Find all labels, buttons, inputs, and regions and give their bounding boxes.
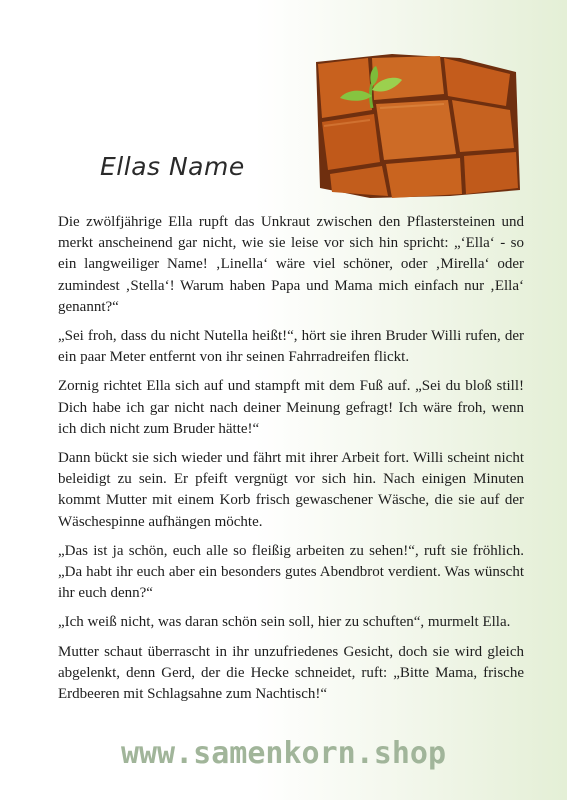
story-title: Ellas Name: [100, 152, 245, 181]
website-link[interactable]: www.samenkorn.shop: [120, 736, 447, 771]
paragraph: Mutter schaut überrascht in ihr unzufriedenes Gesicht, doch sie wird gleich abgelenkt, denn Gerd, der die Hecke schneidet, ruft: „Bitte Mama, frische Erdbeeren mit Schlagsahne zum Nachtisch!“: [58, 643, 524, 703]
brick-top-mid: [372, 56, 444, 100]
brick-bottom-right: [464, 152, 518, 194]
story-text: [58, 212, 524, 713]
paragraph: Zornig richtet Ella sich auf und stampft mit dem Fuß auf. „Sei du bloß still! Dich habe ich gar nicht nach deiner Meinung gefragt! Ich wäre froh, wenn ich dich nicht zum Bruder hätte!“: [58, 378, 524, 437]
brick-center: [376, 100, 456, 160]
paving-stones-sprout-icon: [310, 50, 525, 200]
paragraph: „Das ist ja schön, euch alle so fleißig arbeiten zu sehen!“, ruft sie fröhlich. „Da habt ihr euch aber ein besonders gutes Abendbrot verdient. Was wünscht ihr euch denn?“: [58, 542, 524, 602]
paragraph: Dann bückt sie sich wieder und fährt mit ihrer Arbeit fort. Willi scheint nicht beleidigt zu sein. Er pfeift vergnügt vor sich hin. Nach einigen Minuten kommt Mutter mit einem Korb frisch gewaschener Wäsche, die sie auf der Wäschespinne aufhängen möchte.: [58, 450, 524, 530]
paragraph: Die zwölfjährige Ella rupft das Unkraut zwischen den Pflastersteinen und merkt anscheinend gar nicht, wie sie leise vor sich hin spricht: „‘Ella‘ - so ein langweiliger Name! ‚Linella‘ wäre viel schöner, oder ‚Mirella‘ oder zumindest ‚Stella‘! Warum haben Papa und Mama mich einfach nur ‚Ella‘ genannt?“: [58, 214, 524, 315]
paragraph: „Ich weiß nicht, was daran schön sein soll, hier zu schuften“, murmelt Ella.: [58, 614, 511, 631]
paragraph: „Sei froh, dass du nicht Nutella heißt!“, hört sie ihren Bruder Willi rufen, der ein paar Meter entfernt von ihr seinen Fahrradreifen flickt.: [58, 328, 524, 366]
brick-top-left: [318, 58, 372, 118]
brick-bottom-mid: [386, 158, 462, 198]
